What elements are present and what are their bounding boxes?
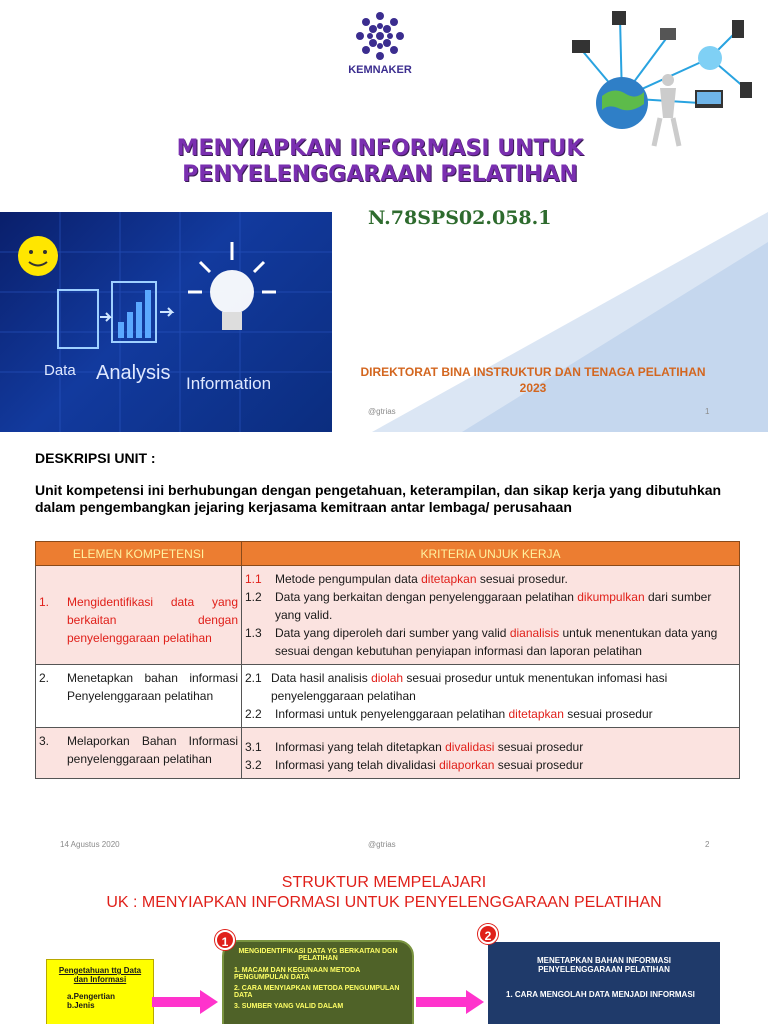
logo-text: KEMNAKER (348, 64, 412, 76)
competency-table (35, 541, 740, 779)
criteria-item (245, 738, 736, 756)
directorate-line-1: DIREKTORAT BINA INSTRUKTUR DAN TENAGA PELATIHAN (360, 365, 706, 379)
criteria-highlight: ditetapkan (508, 707, 564, 721)
criteria-highlight: dikumpulkan (577, 590, 645, 604)
step-1-badge: 1 (215, 930, 235, 950)
criteria-pre: Metode pengumpulan data (275, 572, 422, 586)
step-2-title: MENETAPKAN BAHAN INFORMASI PENYELENGGARAAN PELATIHAN (536, 956, 672, 974)
step-2-badge: 2 (478, 924, 498, 944)
directorate (336, 364, 730, 396)
table-row (36, 665, 740, 728)
kemnaker-logo (330, 10, 430, 76)
data-analysis-photo (0, 212, 332, 432)
criteria-number: 2.1 (245, 671, 262, 685)
criteria-post: sesuai prosedur (494, 740, 584, 754)
criteria-post: sesuai prosedur (494, 758, 584, 772)
element-cell (36, 566, 242, 665)
slide-title (120, 136, 640, 188)
unit-description-text: Unit kompetensi ini berhubungan dengan pengetahuan, keterampilan, dan sikap kerja yang dibutuhkan dalam pengembangkan jejaring kerjasama kemitraan antar lembaga/ perusahaan (35, 482, 722, 515)
criteria-post: dari sumber yang valid. (275, 590, 712, 622)
step-1-box (222, 940, 414, 1024)
element-number: 3. (39, 734, 50, 748)
unit-description-heading: DESKRIPSI UNIT : (35, 450, 156, 466)
directorate-year: 2023 (519, 381, 547, 395)
criteria-item (245, 624, 736, 660)
photo-label-analysis: Analysis (96, 362, 171, 384)
table-row (36, 728, 740, 779)
kemnaker-emblem-icon (354, 10, 406, 62)
table-row (36, 566, 740, 665)
structure-title: STRUKTUR MEMPELAJARI (281, 874, 487, 891)
table-header-row (36, 542, 740, 566)
header-kriteria: KRITERIA UNJUK KERJA (242, 542, 740, 566)
photo-label-data: Data (44, 362, 76, 379)
step-1-item: 2. CARA MENYIAPKAN METODA PENGUMPULAN DATA (234, 985, 400, 999)
criteria-item (245, 669, 736, 705)
criteria-pre: Informasi yang telah divalidasi (275, 758, 440, 772)
criteria-highlight: dilaporkan (439, 758, 495, 772)
criteria-pre: Data hasil analisis (271, 671, 372, 685)
title-line-1: MENYIAPKAN INFORMASI UNTUK (176, 136, 584, 161)
footer-author: @gtrias (368, 840, 396, 849)
step-1-item: 3. SUMBER YANG VALID DALAM (234, 1003, 344, 1010)
criteria-number: 1.2 (245, 590, 262, 604)
step-1-title: MENGIDENTIFIKASI DATA YG BERKAITAN DGN PELATIHAN (238, 948, 398, 962)
element-text: Melaporkan Bahan Informasi penyelenggaraan pelatihan (67, 734, 238, 766)
data-analysis-graphic (0, 212, 332, 432)
criteria-number: 1.3 (245, 626, 262, 640)
criteria-cell (242, 566, 740, 665)
criteria-item (245, 570, 736, 588)
structure-subtitle: UK : MENYIAPKAN INFORMASI UNTUK PENYELENGGARAAN PELATIHAN (106, 894, 662, 911)
photo-label-information: Information (186, 374, 272, 393)
criteria-number: 1.1 (245, 572, 262, 586)
element-number: 1. (39, 595, 50, 609)
page-number: 1 (705, 407, 710, 416)
criteria-cell (242, 665, 740, 728)
criteria-post: sesuai prosedur. (476, 572, 568, 586)
unit-code: N.78SPS02.058.1 (368, 207, 552, 229)
criteria-item (245, 705, 736, 723)
criteria-highlight: ditetapkan (421, 572, 477, 586)
criteria-pre: Informasi yang telah ditetapkan (275, 740, 446, 754)
step-2-box (488, 942, 720, 1024)
criteria-post: sesuai prosedur (563, 707, 653, 721)
arrow-right-icon (416, 990, 486, 1014)
footer-date: 14 Agustus 2020 (60, 840, 120, 849)
page-number: 2 (705, 840, 710, 849)
step-2-item: 1. CARA MENGOLAH DATA MENJADI INFORMASI (506, 990, 695, 999)
criteria-highlight: diolah (371, 671, 404, 685)
knowledge-box-title: Pengetahuan ttg Data dan Informasi (58, 966, 142, 984)
criteria-pre: Data yang berkaitan dengan penyelenggaraan pelatihan (275, 590, 578, 604)
criteria-number: 3.2 (245, 758, 262, 772)
element-text: Mengidentifikasi data yang berkaitan dengan penyelenggaraan pelatihan (67, 595, 238, 645)
criteria-cell (242, 728, 740, 779)
element-cell (36, 728, 242, 779)
criteria-number: 2.2 (245, 707, 262, 721)
criteria-highlight: dianalisis (509, 626, 560, 640)
footer-author: @gtrias (368, 407, 396, 416)
element-text: Menetapkan bahan informasi Penyelenggaraan pelatihan (67, 671, 238, 703)
title-slide (0, 0, 768, 432)
step-1-item: 1. MACAM DAN KEGUNAAN METODA PENGUMPULAN DATA (234, 967, 360, 981)
criteria-highlight: divalidasi (445, 740, 495, 754)
criteria-post: untuk menentukan data yang sesuai dengan kebutuhan penyiapan informasi dan laporan pelatihan (275, 626, 718, 658)
element-number: 2. (39, 671, 50, 685)
criteria-number: 3.1 (245, 740, 262, 754)
knowledge-item: a.Pengertian (67, 992, 116, 1001)
criteria-pre: Informasi untuk penyelenggaraan pelatihan (275, 707, 509, 721)
title-line-2: PENYELENGGARAAN PELATIHAN (182, 162, 578, 187)
criteria-item (245, 588, 736, 624)
criteria-post: sesuai prosedur untuk menentukan infomasi hasi penyelenggaraan pelatihan (271, 671, 668, 703)
arrow-right-icon (152, 990, 220, 1014)
element-cell (36, 665, 242, 728)
header-elemen: ELEMEN KOMPETENSI (36, 542, 242, 566)
structure-slide (0, 864, 768, 1024)
criteria-pre: Data yang diperoleh dari sumber yang valid (275, 626, 510, 640)
unit-description-slide (0, 432, 768, 864)
knowledge-box (46, 959, 154, 1024)
criteria-item (245, 756, 736, 774)
knowledge-item: b.Jenis (67, 1001, 95, 1010)
blue-diagonal-background (332, 212, 768, 432)
